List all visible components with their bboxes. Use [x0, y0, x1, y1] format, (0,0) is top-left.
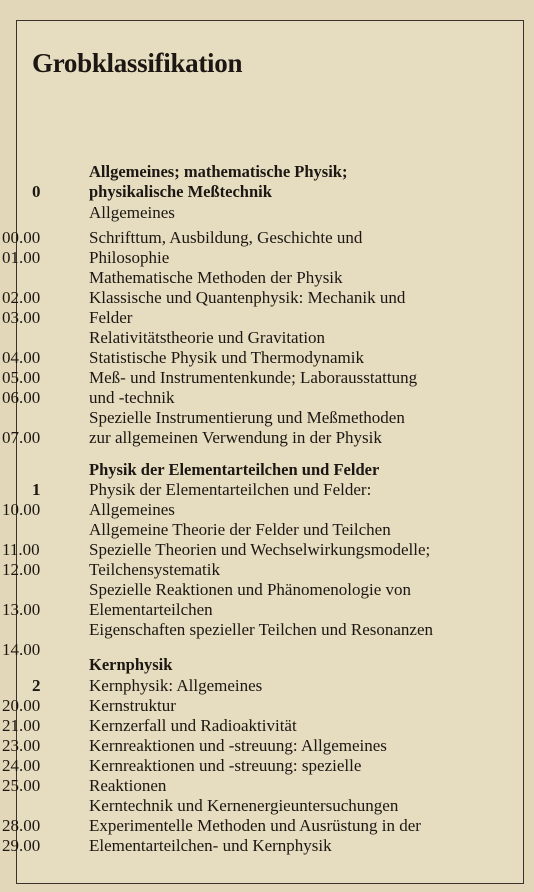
class-number: 07.00 [2, 428, 41, 447]
class-description: Physik der Elementarteilchen und Felder: [89, 480, 372, 499]
class-number: 2 [32, 676, 41, 695]
class-description: zur allgemeinen Verwendung in der Physik [89, 428, 382, 447]
class-number: 13.00 [2, 600, 41, 619]
class-number: 20.00 [2, 696, 41, 715]
class-number: 06.00 [2, 388, 41, 407]
class-number: 12.00 [2, 560, 41, 579]
class-description: Relativitätstheorie und Gravitation [89, 328, 326, 347]
class-number: 0 [32, 182, 41, 201]
class-description: Meß- und Instrumentenkunde; Laborausstattung [89, 368, 418, 387]
class-number: 04.00 [2, 348, 41, 367]
class-number: 29.00 [2, 836, 41, 855]
class-description: Schrifttum, Ausbildung, Geschichte und [89, 228, 363, 247]
class-number: 01.00 [2, 248, 41, 267]
class-description: Eigenschaften spezieller Teilchen und Resonanzen [89, 620, 434, 639]
class-description: Felder [89, 308, 133, 327]
class-description: Allgemeines [89, 203, 175, 222]
class-description: Kernstruktur [89, 696, 176, 715]
section-heading: physikalische Meßtechnik [89, 182, 272, 201]
class-description: Reaktionen [89, 776, 167, 795]
class-description: Spezielle Reaktionen und Phänomenologie von [89, 580, 411, 599]
class-description: Mathematische Methoden der Physik [89, 268, 343, 287]
class-number: 1 [32, 480, 41, 499]
class-number: 23.00 [2, 736, 41, 755]
class-description: Allgemeine Theorie der Felder und Teilchen [89, 520, 391, 539]
class-description: Kernreaktionen und -streuung: Allgemeines [89, 736, 387, 755]
class-description: Elementarteilchen- und Kernphysik [89, 836, 332, 855]
class-description: Philosophie [89, 248, 170, 267]
class-number: 14.00 [2, 640, 41, 659]
class-number: 21.00 [2, 716, 41, 735]
class-number: 25.00 [2, 776, 41, 795]
class-description: Kerntechnik und Kernenergieuntersuchungen [89, 796, 399, 815]
class-description: Klassische und Quantenphysik: Mechanik und [89, 288, 406, 307]
class-description: Elementarteilchen [89, 600, 213, 619]
class-description: Spezielle Instrumentierung und Meßmethoden [89, 408, 405, 427]
class-description: Kernzerfall und Radioaktivität [89, 716, 297, 735]
class-number: 00.00 [2, 228, 41, 247]
class-number: 02.00 [2, 288, 41, 307]
section-heading: Kernphysik [89, 655, 173, 674]
class-description: Kernphysik: Allgemeines [89, 676, 263, 695]
class-number: 28.00 [2, 816, 41, 835]
class-number: 10.00 [2, 500, 41, 519]
class-number: 11.00 [2, 540, 40, 559]
page-title: Grobklassifikation [32, 48, 243, 78]
class-description: Teilchensystematik [89, 560, 220, 579]
class-number: 05.00 [2, 368, 41, 387]
section-heading: Allgemeines; mathematische Physik; [89, 162, 348, 181]
class-description: Experimentelle Methoden und Ausrüstung in der [89, 816, 421, 835]
class-number: 24.00 [2, 756, 41, 775]
class-description: Statistische Physik und Thermodynamik [89, 348, 364, 367]
class-description: Kernreaktionen und -streuung: spezielle [89, 756, 362, 775]
class-number: 03.00 [2, 308, 41, 327]
section-heading: Physik der Elementarteilchen und Felder [89, 460, 380, 479]
class-description: Allgemeines [89, 500, 175, 519]
class-description: und -technik [89, 388, 175, 407]
class-description: Spezielle Theorien und Wechselwirkungsmodelle; [89, 540, 431, 559]
